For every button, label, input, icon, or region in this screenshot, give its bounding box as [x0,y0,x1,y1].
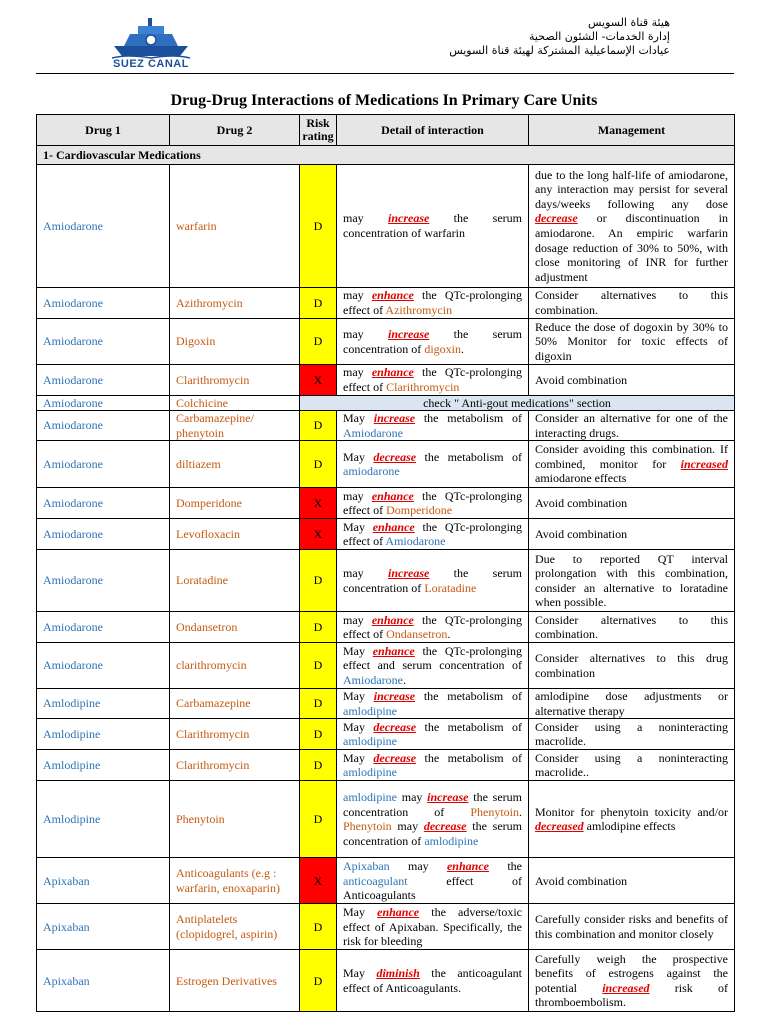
table-row [37,550,735,612]
drug2-cell: clarithromycin [170,643,300,689]
detail-cell: may enhance the QTc-prolonging effect of Azithromycin [337,288,529,319]
detail-cell: May decrease the metabolism of amlodipine [337,750,529,781]
risk-badge: D [300,643,337,689]
drug-name: Ondansetron [386,627,448,642]
management-cell: amlodipine dose adjustments or alternative therapy [529,689,735,719]
col-risk: Risk rating [300,115,337,146]
drug-name: amlodipine [343,790,397,805]
management-cell: Consider using a noninteracting macrolide. [529,719,735,750]
drug2-cell: Clarithromycin [170,750,300,781]
emphasis-word: enhance [377,904,420,919]
col-management: Management [529,115,735,146]
risk-badge: X [300,858,337,904]
management-cell: Avoid combination [529,365,735,396]
risk-badge: D [300,750,337,781]
risk-badge: D [300,781,337,858]
table-row [37,643,735,689]
drug-name: amiodarone [343,464,400,479]
management-cell: Consider an alternative for one of the interacting drugs. [529,411,735,441]
drug-name: Loratadine [424,580,477,595]
drug2-cell: warfarin [170,165,300,288]
table-header-row [37,115,735,146]
drug1-cell: Amiodarone [37,643,170,689]
emphasis-word: decrease [373,719,417,734]
drug2-cell: Carbamazepine/ phenytoin [170,411,300,441]
emphasis-word: enhance [371,365,414,380]
drug-name: Clarithromycin [386,380,460,394]
table-row [37,319,735,365]
drug2-cell: Levofloxacin [170,519,300,550]
risk-badge: D [300,904,337,950]
table-body [37,146,735,1012]
detail-cell: May enhance the adverse/toxic effect of Apixaban. Specifically, the risk for bleeding [337,904,529,950]
management-cell: Avoid combination [529,488,735,519]
management-cell: Monitor for phenytoin toxicity and/or decreased amlodipine effects [529,781,735,858]
drug1-cell: Amiodarone [37,165,170,288]
management-cell: Carefully consider risks and benefits of this combination and monitor closely [529,904,735,950]
drug1-cell: Amiodarone [37,441,170,488]
emphasis-word: enhance [446,858,489,873]
drug2-cell: Digoxin [170,319,300,365]
emphasis-word: decrease [535,211,578,226]
drug-name: Amiodarone [343,425,403,440]
drug2-cell: Phenytoin [170,781,300,858]
drug1-cell: Amiodarone [37,519,170,550]
emphasis-word: enhance [372,643,415,658]
detail-cell: may enhance the QTc-prolonging effect of Clarithromycin [337,365,529,396]
drug1-cell: Amiodarone [37,396,170,411]
drug1-cell: Amiodarone [37,488,170,519]
detail-cell: May increase the metabolism of Amiodarone [337,411,529,441]
arabic-line-3: عيادات الإسماعيلية المشتركة لهيئة قناة السويس [449,44,670,57]
management-cell: Avoid combination [529,858,735,904]
emphasis-word: decrease [373,750,417,765]
emphasis-word: decrease [423,819,467,834]
drug-name: Phenytoin [470,804,519,819]
risk-badge: X [300,519,337,550]
table-row [37,441,735,488]
risk-badge: D [300,719,337,750]
table-row [37,519,735,550]
risk-badge: D [300,689,337,719]
ship-icon [108,14,194,60]
drug2-cell: Clarithromycin [170,719,300,750]
detail-cell: may increase the serum concentration of digoxin. [337,319,529,365]
section-row [37,146,735,165]
logo-text: SUEZ CANAL [113,58,189,70]
table-row [37,411,735,441]
detail-cell: Apixaban may enhance the anticoagulant effect of Anticoagulants [337,858,529,904]
table-row [37,396,735,411]
emphasis-word: enhance [371,288,414,303]
page-title: Drug-Drug Interactions of Medications In Primary Care Units [170,92,598,109]
drug2-cell: Carbamazepine [170,689,300,719]
suez-canal-logo [108,14,194,72]
drug-name: Apixaban [343,858,390,873]
col-drug1: Drug 1 [37,115,170,146]
table-row [37,365,735,396]
drug1-cell: Amlodipine [37,719,170,750]
emphasis-word: increase [388,211,430,226]
drug-name: digoxin [424,341,461,356]
risk-badge: D [300,165,337,288]
emphasis-word: diminish [376,966,420,981]
emphasis-word: increase [388,326,430,341]
emphasis-word: increase [373,689,416,704]
risk-badge: X [300,365,337,396]
drug-name: Amiodarone [343,672,403,687]
emphasis-word: increase [427,790,469,805]
drug1-cell: Amiodarone [37,550,170,612]
management-cell: Avoid combination [529,519,735,550]
drug-name: amlodipine [343,703,397,718]
drug1-cell: Amlodipine [37,781,170,858]
arabic-line-1: هيئة قناة السويس [587,16,670,29]
risk-badge: X [300,488,337,519]
drug-name: Domperidone [386,503,453,518]
drug2-cell: Domperidone [170,488,300,519]
detail-cell: may enhance the QTc-prolonging effect of Ondansetron. [337,612,529,643]
detail-cell: May diminish the anticoagulant effect of Anticoagulants. [337,950,529,1012]
management-cell: Reduce the dose of dogoxin by 30% to 50% Monitor for toxic effects of digoxin [529,319,735,365]
detail-cell: may increase the serum concentration of warfarin [337,165,529,288]
emphasis-word: increase [373,411,416,425]
drug2-cell: Azithromycin [170,288,300,319]
drug-name: amlodipine [424,833,479,848]
drug1-cell: Apixaban [37,950,170,1012]
drug2-cell: Anticoagulants (e.g : warfarin, enoxaparin) [170,858,300,904]
arabic-header [449,16,670,58]
table-row [37,689,735,719]
management-cell: due to the long half-life of amiodarone, any interaction may persist for several days/weeks following any dose decrease or discontinuation in amiodarone. An empiric warfarin dosage reduction of 30% to 50%, with close monitoring of INR for further adjustment [529,165,735,288]
detail-cell: May increase the metabolism of amlodipine [337,689,529,719]
emphasis-word: increased [680,456,728,471]
emphasis-word: enhance [372,519,415,534]
risk-badge: D [300,411,337,441]
drug1-cell: Amiodarone [37,612,170,643]
detail-cell: May enhance the QTc-prolonging effect of Amiodarone [337,519,529,550]
table-row [37,750,735,781]
risk-badge: D [300,612,337,643]
drug-name: Amiodarone [385,534,446,549]
drug2-cell: Antiplatelets (clopidogrel, aspirin) [170,904,300,950]
drug1-cell: Amlodipine [37,750,170,781]
drug1-cell: Apixaban [37,904,170,950]
detail-cell: may increase the serum concentration of Loratadine [337,550,529,612]
management-cell: Due to reported QT interval prolongation with this combination, consider an alternative to loratadine when possible. [529,550,735,612]
table-row [37,165,735,288]
detail-cell: May decrease the metabolism of amlodipine [337,719,529,750]
col-drug2: Drug 2 [170,115,300,146]
risk-badge: D [300,550,337,612]
management-cell: Consider avoiding this combination. If combined, monitor for increased amiodarone effects [529,441,735,488]
table-row [37,781,735,858]
table-row [37,488,735,519]
detail-cell: may enhance the QTc-prolonging effect of Domperidone [337,488,529,519]
drug1-cell: Amiodarone [37,411,170,441]
drug-name: amlodipine [343,734,397,749]
cross-reference-note: check " Anti-gout medications" section [300,396,735,411]
drug-name: Azithromycin [385,303,453,317]
emphasis-word: increase [388,566,430,581]
risk-badge: D [300,319,337,365]
drug2-cell: Estrogen Derivatives [170,950,300,1012]
table-row [37,288,735,319]
risk-badge: D [300,441,337,488]
col-detail: Detail of interaction [337,115,529,146]
emphasis-word: increased [602,980,650,995]
management-cell: Carefully weigh the prospective benefits of estrogens against the potential increased risk of thromboembolism. [529,950,735,1012]
table-row [37,612,735,643]
detail-cell: May decrease the metabolism of amiodarone [337,441,529,488]
table-row [37,719,735,750]
emphasis-word: decrease [373,449,417,464]
drug1-cell: Amiodarone [37,288,170,319]
management-cell: Consider alternatives to this drug combination [529,643,735,689]
drug2-cell: Ondansetron [170,612,300,643]
drug1-cell: Apixaban [37,858,170,904]
drug1-cell: Amiodarone [37,365,170,396]
management-cell: Consider using a noninteracting macrolide.. [529,750,735,781]
table-row [37,950,735,1012]
emphasis-word: decreased [535,819,584,834]
emphasis-word: enhance [371,488,414,503]
detail-cell: May enhance the QTc-prolonging effect and serum concentration of Amiodarone. [337,643,529,689]
management-cell: Consider alternatives to this combination. [529,612,735,643]
risk-badge: D [300,288,337,319]
header-divider [36,73,734,74]
table-row [37,904,735,950]
drug-name: Phenytoin [343,819,392,834]
drug1-cell: Amiodarone [37,319,170,365]
section-title: 1- Cardiovascular Medications [37,146,735,165]
drug-name: anticoagulant [343,873,408,888]
drug2-cell: Colchicine [170,396,300,411]
drug-name: amlodipine [343,765,397,780]
management-cell: Consider alternatives to this combination. [529,288,735,319]
table-row [37,858,735,904]
arabic-line-2: إدارة الخدمات- الشئون الصحية [529,30,670,43]
drug2-cell: Loratadine [170,550,300,612]
risk-badge: D [300,950,337,1012]
drug2-cell: diltiazem [170,441,300,488]
detail-cell: amlodipine may increase the serum concentration of Phenytoin. Phenytoin may decrease the serum concentration of amlodipine [337,781,529,858]
drug1-cell: Amlodipine [37,689,170,719]
drug2-cell: Clarithromycin [170,365,300,396]
emphasis-word: enhance [371,612,414,627]
interactions-table [36,114,735,1012]
page-header [0,0,768,76]
